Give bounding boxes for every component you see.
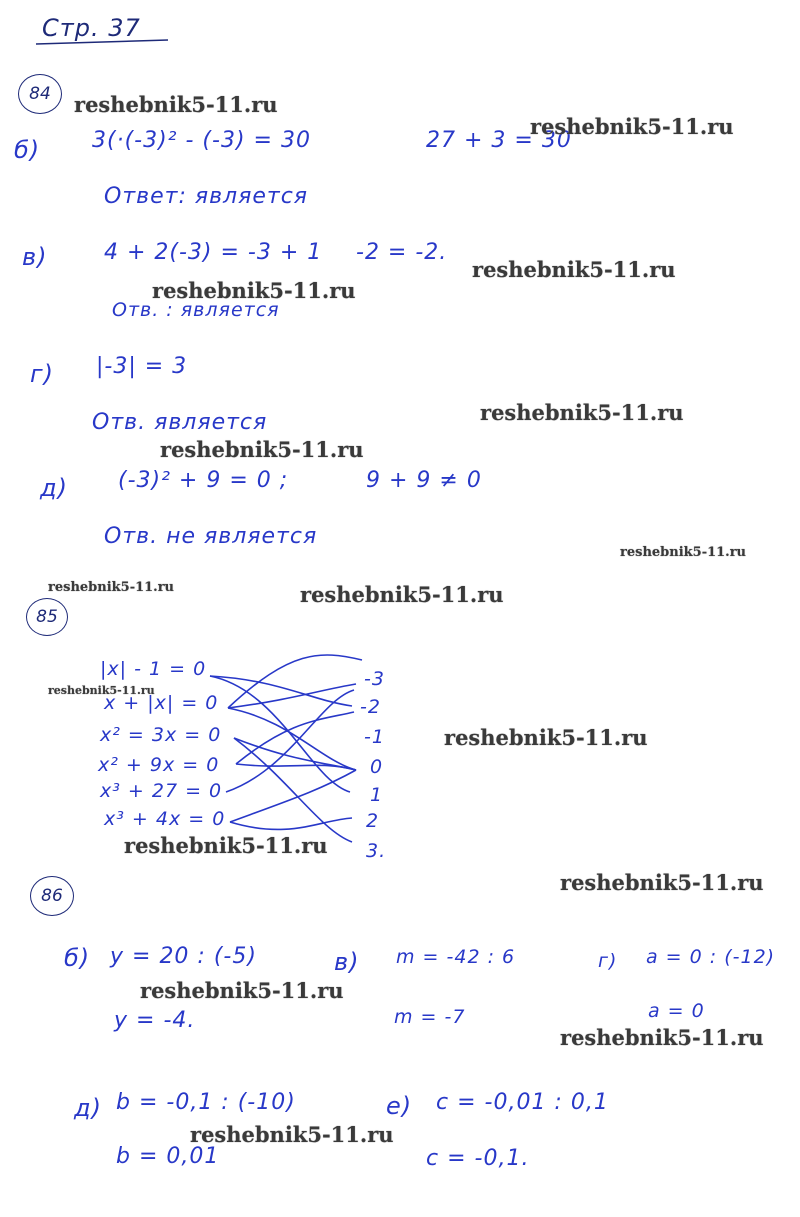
- task86-b-expression: y = 20 : (-5): [110, 944, 257, 969]
- watermark: reshebnik5-11.ru: [152, 278, 356, 303]
- task-84-number: 84: [29, 84, 51, 104]
- task-86-circle: [30, 876, 74, 916]
- task-85-number: 85: [36, 607, 58, 627]
- task84-v-label: в): [22, 243, 48, 271]
- watermark: reshebnik5-11.ru: [124, 833, 328, 858]
- task86-b-label: б): [64, 944, 91, 972]
- task85-equation: |x| - 1 = 0: [100, 658, 207, 680]
- watermark: reshebnik5-11.ru: [300, 582, 504, 607]
- watermark: reshebnik5-11.ru: [48, 580, 175, 595]
- task85-equation: x² + 9x = 0: [98, 754, 220, 776]
- task84-g-expression: |-3| = 3: [96, 354, 188, 379]
- watermark: reshebnik5-11.ru: [444, 725, 648, 750]
- watermark: reshebnik5-11.ru: [140, 978, 344, 1003]
- task86-e-answer: c = -0,1.: [426, 1146, 530, 1171]
- task84-v-check: -2 = -2.: [356, 240, 448, 265]
- task84-d-answer: Отв. не является: [104, 524, 318, 549]
- task86-g-answer: a = 0: [648, 1000, 705, 1022]
- task85-root: -2: [360, 696, 381, 718]
- task86-g-label: г): [598, 950, 618, 972]
- task84-b-answer: Ответ: является: [104, 184, 309, 209]
- task85-root: -3: [364, 668, 385, 690]
- watermark: reshebnik5-11.ru: [530, 114, 734, 139]
- task-86-number: 86: [41, 886, 63, 906]
- task85-equation: x² = 3x = 0: [100, 724, 222, 746]
- task86-b-answer: y = -4.: [114, 1008, 196, 1033]
- task85-root: 1: [370, 784, 384, 806]
- watermark: reshebnik5-11.ru: [74, 92, 278, 117]
- task85-root: 0: [370, 756, 384, 778]
- task85-root: -1: [364, 726, 385, 748]
- watermark: reshebnik5-11.ru: [620, 545, 747, 560]
- task86-d-answer: b = 0,01: [116, 1144, 220, 1169]
- task85-equation: x³ + 4x = 0: [104, 808, 226, 830]
- task85-root: 3.: [366, 840, 387, 862]
- task86-e-label: е): [386, 1092, 413, 1120]
- task85-root: 2: [366, 810, 380, 832]
- task85-equation: x + |x| = 0: [104, 692, 219, 714]
- task86-v-answer: m = -7: [394, 1006, 466, 1028]
- task86-d-label: д): [74, 1094, 102, 1122]
- watermark: reshebnik5-11.ru: [160, 437, 364, 462]
- task86-g-expression: a = 0 : (-12): [646, 946, 776, 968]
- watermark: reshebnik5-11.ru: [472, 257, 676, 282]
- task84-d-label: д): [40, 474, 68, 502]
- task84-g-answer: Отв. является: [92, 410, 268, 435]
- task86-v-label: в): [334, 948, 360, 976]
- watermark: reshebnik5-11.ru: [560, 1025, 764, 1050]
- task84-v-expression: 4 + 2(-3) = -3 + 1: [104, 240, 323, 265]
- task86-d-expression: b = -0,1 : (-10): [116, 1090, 296, 1115]
- watermark: reshebnik5-11.ru: [48, 684, 155, 697]
- task85-equation: x³ + 27 = 0: [100, 780, 223, 802]
- page-label: Стр. 37: [42, 14, 141, 42]
- task84-g-label: г): [30, 360, 54, 388]
- watermark: reshebnik5-11.ru: [190, 1122, 394, 1147]
- task86-e-expression: c = -0,01 : 0,1: [436, 1090, 609, 1115]
- watermark: reshebnik5-11.ru: [560, 870, 764, 895]
- task86-v-expression: m = -42 : 6: [396, 946, 516, 968]
- task84-v-answer: Отв. : является: [112, 299, 280, 321]
- task84-b-check: 27 + 3 = 30: [426, 128, 572, 153]
- task84-b-label: б): [14, 136, 41, 164]
- watermark: reshebnik5-11.ru: [480, 400, 684, 425]
- task84-d-check: 9 + 9 ≠ 0: [366, 468, 482, 493]
- task84-d-expression: (-3)² + 9 = 0 ;: [118, 468, 289, 493]
- task84-b-expression: 3(·(-3)² - (-3) = 30: [92, 128, 311, 153]
